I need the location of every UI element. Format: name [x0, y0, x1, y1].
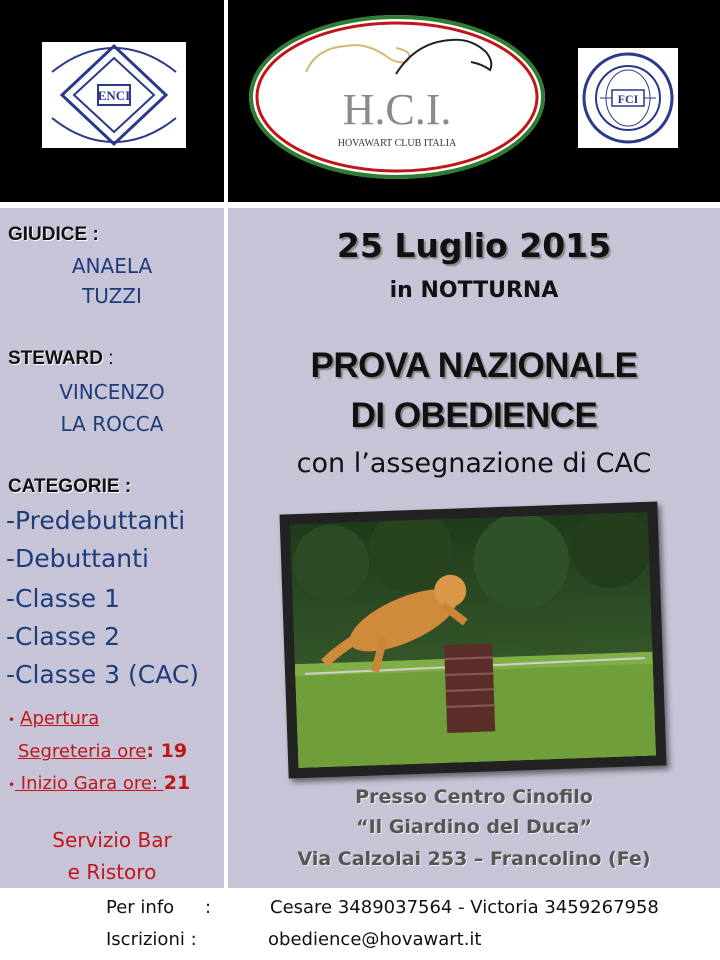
- opening-line2: [18, 740, 187, 762]
- venue-line2: “Il Giardino del Duca”: [356, 816, 592, 838]
- registration-email[interactable]: obedience@hovawart.it: [268, 929, 482, 950]
- steward-colon: :: [103, 348, 114, 369]
- judge-last-name: TUZZI: [82, 284, 142, 308]
- category-item: -Debuttanti: [6, 544, 149, 573]
- opening-line1: [8, 708, 99, 729]
- dog-photo-frame: [280, 501, 667, 778]
- event-title-line2: DI OBEDIENCE: [350, 396, 598, 435]
- judge-label: GIUDICE :: [8, 224, 99, 245]
- event-date: 25 Luglio 2015: [336, 226, 612, 265]
- category-item: -Classe 2: [6, 622, 121, 651]
- info-contacts: Cesare 3489037564 - Victoria 3459267958: [270, 897, 659, 918]
- event-night: in NOTTURNA: [389, 278, 559, 303]
- steward-first-name: VINCENZO: [59, 380, 165, 404]
- opening-time: : 19: [146, 740, 188, 762]
- fci-logo: [578, 48, 678, 148]
- enci-logo-text: ENCI: [97, 88, 131, 103]
- venue-line1: Presso Centro Cinofilo: [355, 786, 593, 808]
- steward-last-name: LA ROCCA: [60, 412, 164, 436]
- bar-line1: Servizio Bar: [52, 828, 172, 852]
- bullet: •: [8, 713, 16, 727]
- venue-line3: Via Calzolai 253 – Francolino (Fe): [297, 848, 651, 870]
- judge-first-name: ANAELA: [71, 254, 153, 278]
- category-item: -Classe 3 (CAC): [6, 660, 200, 689]
- info-colon: :: [205, 897, 212, 918]
- categories-label: CATEGORIE :: [8, 476, 132, 497]
- category-item: -Predebuttanti: [6, 506, 186, 535]
- dog-jumping-photo: [290, 512, 656, 768]
- fci-logo-text: FCI: [617, 92, 639, 106]
- steward-heading: [8, 348, 114, 370]
- opening-label-2: Segreteria ore: [18, 741, 147, 762]
- steward-label: STEWARD: [8, 348, 103, 369]
- hci-logo-letters: H.C.I.: [342, 85, 452, 134]
- event-subtitle: con l’assegnazione di CAC: [296, 448, 652, 479]
- hci-logo-name: HOVAWART CLUB ITALIA: [337, 138, 457, 149]
- enci-logo: [42, 42, 186, 148]
- bullet: •: [8, 778, 16, 792]
- category-item: -Classe 1: [6, 584, 121, 613]
- bar-line2: e Ristoro: [67, 860, 157, 884]
- hci-logo: [246, 12, 548, 182]
- start-line: [8, 772, 190, 794]
- registration-label: Iscrizioni :: [106, 929, 197, 950]
- info-label: Per info: [106, 897, 175, 918]
- event-title-line1: PROVA NAZIONALE: [310, 346, 638, 385]
- start-label: Inizio Gara ore:: [15, 773, 164, 794]
- opening-label-1: Apertura: [20, 708, 100, 729]
- start-time: 21: [163, 772, 191, 794]
- header-divider: [224, 0, 228, 202]
